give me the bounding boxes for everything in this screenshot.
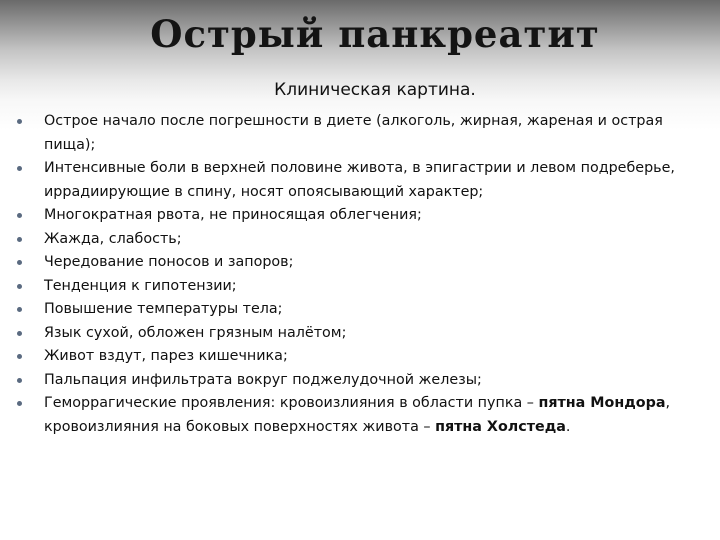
bullet-dot-icon <box>17 331 22 336</box>
bullet-dot-icon <box>17 401 22 406</box>
bullet-dot-icon <box>17 378 22 383</box>
list-item-text: Повышение температуры тела; <box>44 301 283 317</box>
list-item <box>14 392 698 439</box>
list-item-text: Тенденция к гипотензии; <box>44 277 237 294</box>
list-item <box>14 157 698 204</box>
list-item-text: Многократная рвота, не приносящая облегчения; <box>44 207 422 223</box>
bullet-dot-icon <box>17 260 22 265</box>
list-item-text: Пальпация инфильтрата вокруг поджелудочной железы; <box>44 371 482 388</box>
slide-title: Острый панкреатит <box>150 12 600 56</box>
list-item-text: Острое начало после погрешности в диете (алкоголь, жирная, жареная и острая пища); <box>44 113 663 153</box>
bullet-dot-icon <box>17 307 22 312</box>
list-item <box>14 204 698 228</box>
slide-subtitle: Клиническая картина. <box>274 80 476 100</box>
bullet-dot-icon <box>17 284 22 289</box>
list-item-text: . <box>565 418 571 435</box>
list-item <box>14 275 698 299</box>
holsted-spots-term: пятна Холстеда <box>435 418 566 435</box>
list-item <box>14 251 698 275</box>
bullet-dot-icon <box>17 354 22 359</box>
list-item <box>14 322 698 346</box>
list-item-text: Геморрагические проявления: кровоизлияния в области пупка – <box>44 395 539 411</box>
list-item <box>14 298 698 322</box>
bullet-dot-icon <box>17 119 22 124</box>
list-item-text: Интенсивные боли в верхней половине живота, в эпигастрии и левом подреберье, иррадиирующие в спину, носят опоясывающий характер; <box>44 160 675 200</box>
list-item <box>14 369 698 393</box>
bullet-dot-icon <box>17 237 22 242</box>
bullet-dot-icon <box>17 213 22 218</box>
list-item-text: Язык сухой, обложен грязным налётом; <box>44 324 347 341</box>
list-item-text: Живот вздут, парез кишечника; <box>44 348 288 364</box>
list-item <box>14 110 698 157</box>
list-item-text: , кровоизлияния на боковых поверхностях живота – <box>44 395 671 435</box>
bullet-dot-icon <box>17 166 22 171</box>
list-item <box>14 228 698 252</box>
list-item <box>14 345 698 369</box>
mondor-spots-term: пятна Мондора <box>538 395 666 411</box>
list-item-text: Чередование поносов и запоров; <box>44 254 294 270</box>
symptom-list <box>14 110 698 439</box>
list-item-text: Жажда, слабость; <box>44 230 182 247</box>
